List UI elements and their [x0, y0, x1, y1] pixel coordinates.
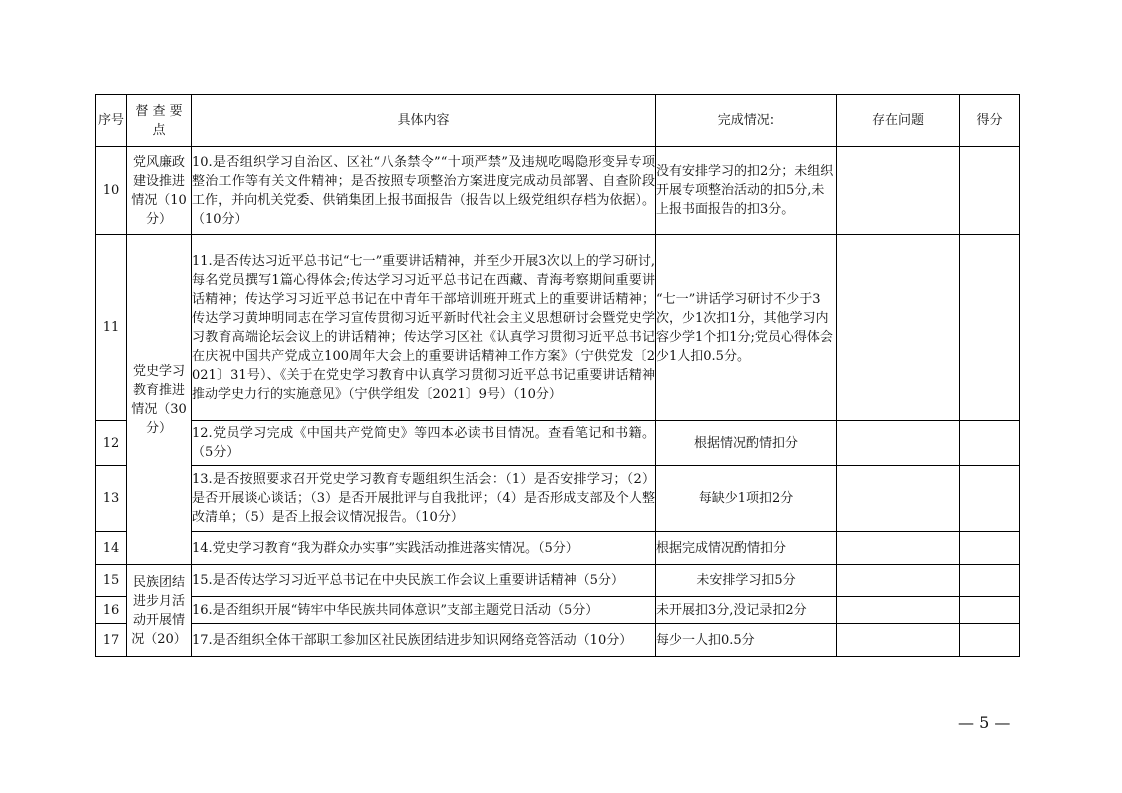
score-cell: [960, 466, 1020, 532]
content-cell: 16.是否组织开展“铸牢中华民族共同体意识”支部主题党日活动（5分）: [192, 597, 656, 624]
issues-cell: [837, 147, 960, 235]
table-header-row: [96, 95, 1020, 147]
score-cell: [960, 421, 1020, 466]
content-cell: 10.是否组织学习自治区、区社“八条禁令”“十项严禁”及违规吃喝隐形变异专项整治工作等有关文件精神；是否按照专项整治方案进度完成动员部署、自查阶段工作，并向机关党委、供销集团上报书面报告（报告以上级党组织存档为依据）。（10分）: [192, 147, 656, 235]
score-cell: [960, 532, 1020, 565]
table-row: [96, 565, 1020, 597]
header-inspection-point: 督 查 要 点: [127, 95, 192, 147]
inspection-point-cell: 党风廉政建设推进情况（10分）: [127, 147, 192, 235]
table-row: [96, 597, 1020, 624]
page-number: — 5 —: [958, 713, 1011, 732]
issues-cell: [837, 235, 960, 421]
issues-cell: [837, 565, 960, 597]
table-row: [96, 421, 1020, 466]
issues-cell: [837, 597, 960, 624]
content-cell: 15.是否传达学习习近平总书记在中央民族工作会议上重要讲话精神（5分）: [192, 565, 656, 597]
status-cell: 没有安排学习的扣2分；未组织开展专项整治活动的扣5分,未上报书面报告的扣3分。: [656, 147, 837, 235]
status-cell: 根据情况酌情扣分: [656, 421, 837, 466]
row-seq: 15: [96, 565, 127, 597]
issues-cell: [837, 624, 960, 657]
row-seq: 10: [96, 147, 127, 235]
header-seq: 序号: [96, 95, 127, 147]
row-seq: 17: [96, 624, 127, 657]
content-cell: 13.是否按照要求召开党史学习教育专题组织生活会：（1）是否安排学习；（2）是否开展谈心谈话；（3）是否开展批评与自我批评；（4）是否形成支部及个人整改清单；（5）是否上报会议情况报告。（10分）: [192, 466, 656, 532]
score-cell: [960, 597, 1020, 624]
row-seq: 12: [96, 421, 127, 466]
row-seq: 14: [96, 532, 127, 565]
table-row: [96, 624, 1020, 657]
status-cell: 未安排学习扣5分: [656, 565, 837, 597]
status-cell: 根据完成情况酌情扣分: [656, 532, 837, 565]
content-cell: 17.是否组织全体干部职工参加区社民族团结进步知识网络竞答活动（10分）: [192, 624, 656, 657]
status-cell: 未开展扣3分,没记录扣2分: [656, 597, 837, 624]
table-row: [96, 466, 1020, 532]
score-cell: [960, 565, 1020, 597]
row-seq: 11: [96, 235, 127, 421]
status-cell: 每少一人扣0.5分: [656, 624, 837, 657]
header-status: 完成情况:: [656, 95, 837, 147]
content-cell: 12.党员学习完成《中国共产党简史》等四本必读书目情况。查看笔记和书籍。（5分）: [192, 421, 656, 466]
inspection-point-cell: 党史学习教育推进情况（30分）: [127, 235, 192, 565]
status-cell: “七一”讲话学习研讨不少于3次，少1次扣1分，其他学习内容少学1个扣1分;党员心得体会少1人扣0.5分。: [656, 235, 837, 421]
inspection-point-cell: 民族团结进步月活动开展情况（20）: [127, 565, 192, 657]
score-cell: [960, 624, 1020, 657]
issues-cell: [837, 532, 960, 565]
score-cell: [960, 147, 1020, 235]
content-cell: 14.党史学习教育“我为群众办实事”实践活动推进落实情况。（5分）: [192, 532, 656, 565]
issues-cell: [837, 466, 960, 532]
header-issues: 存在问题: [837, 95, 960, 147]
header-score: 得分: [960, 95, 1020, 147]
inspection-table: [95, 94, 1020, 657]
row-seq: 13: [96, 466, 127, 532]
table-row: [96, 147, 1020, 235]
table-row: [96, 532, 1020, 565]
score-cell: [960, 235, 1020, 421]
header-content: 具体内容: [192, 95, 656, 147]
status-cell: 每缺少1项扣2分: [656, 466, 837, 532]
table-row: [96, 235, 1020, 421]
row-seq: 16: [96, 597, 127, 624]
content-cell: 11.是否传达习近平总书记“七一”重要讲话精神，并至少开展3次以上的学习研讨,每名党员撰写1篇心得体会;传达学习习近平总书记在西藏、青海考察期间重要讲话精神；传达学习习近平总书记在中青年干部培训班开班式上的重要讲话精神；传达学习黄坤明同志在学习宣传贯彻习近平新时代社会主义思想研讨会暨党史学习教育高端论坛会议上的讲话精神；传达学习区社《认真学习贯彻习近平总书记在庆祝中国共产党成立100周年大会上的重要讲话精神工作方案》（宁供党发〔2021〕31号）、《关于在党史学习教育中认真学习贯彻习近平总书记重要讲话精神推动学史力行的实施意见》（宁供学组发〔2021〕9号）（10分）: [192, 235, 656, 421]
issues-cell: [837, 421, 960, 466]
